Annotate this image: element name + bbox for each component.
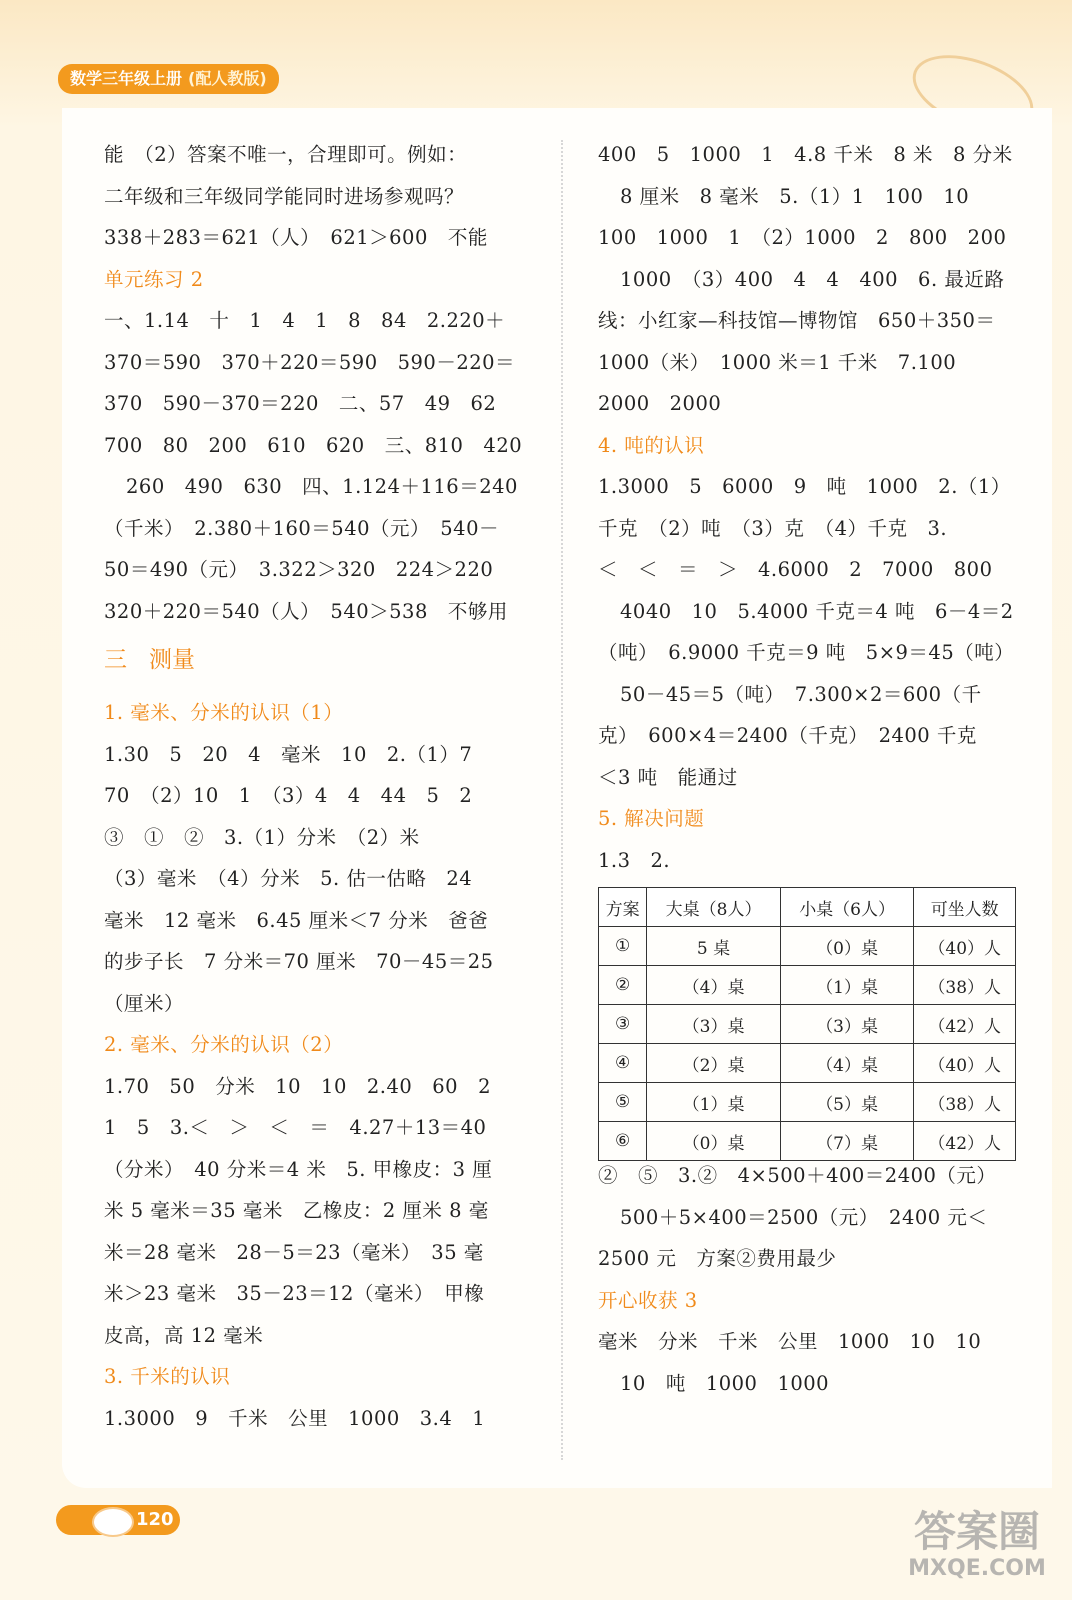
answer-line: ③ ① ② 3.（1）分米 （2）米 <box>104 825 420 849</box>
table-cell: 5 桌 <box>647 927 781 966</box>
table-body <box>599 927 1016 1161</box>
table-cell: （1）桌 <box>780 966 914 1005</box>
answer-line: ＜3 吨 能通过 <box>598 765 738 789</box>
answer-line: 370 590－370＝220 二、57 49 62 <box>104 392 497 415</box>
table-row <box>599 1005 1016 1044</box>
answer-line: 的步子长 7 分米＝70 厘米 70－45＝25 <box>104 950 494 973</box>
watermark-url: MXQE.COM <box>908 1556 1046 1581</box>
answer-line: 1000 （3）400 4 4 400 6. 最近路 <box>620 267 1005 291</box>
answer-line: 500＋5×400＝2500（元） 2400 元＜ <box>620 1205 988 1229</box>
answer-line: 2000 2000 <box>598 392 722 415</box>
subsection-heading: 2. 毫米、分米的认识（2） <box>104 1033 344 1056</box>
answer-line: 千克 （2）吨 （3）克 （4）千克 3. <box>598 516 948 540</box>
right-answers-part2 <box>598 1155 1028 1404</box>
answer-line: 4040 10 5.4000 千克＝4 吨 6－4＝2 <box>620 599 1014 623</box>
table-cell: （2）桌 <box>647 1044 781 1083</box>
answer-line: 皮高，高 12 毫米 <box>104 1323 264 1347</box>
watermark-title: 答案圈 <box>913 1507 1040 1556</box>
table-row <box>599 927 1016 966</box>
table-cell: （4）桌 <box>647 966 781 1005</box>
book-header-tab <box>58 64 279 94</box>
subsection-heading: 开心收获 3 <box>598 1288 698 1312</box>
table-cell: ① <box>599 927 647 966</box>
column-divider <box>561 140 563 1460</box>
table-cell: （38）人 <box>914 966 1016 1005</box>
answer-line: 米 5 毫米＝35 毫米 乙橡皮：2 厘米 8 毫 <box>104 1199 489 1222</box>
table-cell: （38）人 <box>914 1083 1016 1122</box>
left-answers-part2 <box>104 692 534 1439</box>
table-cell: ④ <box>599 1044 647 1083</box>
section-number: 三 <box>104 647 127 673</box>
answer-line: ② ⑤ 3.② 4×500＋400＝2400（元） <box>598 1164 997 1187</box>
answer-line: 1.3 2. <box>598 848 671 872</box>
answer-line: 1000（米） 1000 米＝1 千米 7.100 <box>598 350 957 374</box>
table-cell: ⑤ <box>599 1083 647 1122</box>
answer-line: 米＝28 毫米 28－5＝23（毫米） 35 毫 <box>104 1240 484 1264</box>
subsection-heading: 4. 吨的认识 <box>598 433 705 457</box>
answer-line: （3）毫米 （4）分米 5. 估一估略 24 <box>104 867 473 890</box>
section-heading <box>104 632 534 692</box>
table-header-cell: 可坐人数 <box>914 888 1016 927</box>
subsection-heading: 单元练习 2 <box>104 267 204 291</box>
table-cell: （4）桌 <box>780 1044 914 1083</box>
table-cell: （3）桌 <box>780 1005 914 1044</box>
answer-line: 50＝490（元） 3.322＞320 224＞220 <box>104 558 494 581</box>
table-cell: （42）人 <box>914 1122 1016 1161</box>
answer-line: 338＋283＝621（人） 621＞600 不能 <box>104 226 488 249</box>
book-edition: (配人教版) <box>188 69 267 88</box>
answer-line: （厘米） <box>104 991 185 1015</box>
right-column-lower <box>598 1155 1028 1404</box>
answer-line: 1.70 50 分米 10 10 2.40 60 2 <box>104 1074 491 1098</box>
table-cell: ② <box>599 966 647 1005</box>
table-cell: （5）桌 <box>780 1083 914 1122</box>
answer-line: 50－45＝5（吨） 7.300×2＝600（千 <box>620 682 982 706</box>
table-cell: （3）桌 <box>647 1005 781 1044</box>
right-column <box>598 134 1028 881</box>
answer-line: 370＝590 370＋220＝590 590－220＝ <box>104 350 516 374</box>
answer-line: 1.3000 9 千米 公里 1000 3.4 1 <box>104 1406 486 1430</box>
book-title: 数学三年级上册 <box>70 69 183 88</box>
answer-line: 700 80 200 610 620 三、810 420 <box>104 433 523 457</box>
seating-plan-table <box>598 887 1016 1161</box>
left-column <box>104 134 534 1439</box>
table-cell: （40）人 <box>914 927 1016 966</box>
answer-line: 1.30 5 20 4 毫米 10 2.（1）7 <box>104 742 473 766</box>
table-cell: （1）桌 <box>647 1083 781 1122</box>
table-row <box>599 966 1016 1005</box>
answer-line: ＜ ＜ ＝ ＞ 4.6000 2 7000 800 <box>598 558 993 581</box>
answer-line: 8 厘米 8 毫米 5.（1）1 100 10 <box>620 184 970 208</box>
page-number-circle-icon <box>92 1507 134 1537</box>
answer-line: 毫米 分米 千米 公里 1000 10 10 <box>598 1330 982 1353</box>
table-cell: （7）桌 <box>780 1122 914 1161</box>
table-header-cell: 大桌（8人） <box>647 888 781 927</box>
table-cell: （42）人 <box>914 1005 1016 1044</box>
answer-line: 10 吨 1000 1000 <box>620 1371 830 1395</box>
answer-line: 1.3000 5 6000 9 吨 1000 2.（1） <box>598 475 1011 498</box>
subsection-heading: 1. 毫米、分米的认识（1） <box>104 701 344 724</box>
left-answers-part1 <box>104 134 534 632</box>
answer-line: 400 5 1000 1 4.8 千米 8 米 8 分米 <box>598 143 1013 166</box>
answer-line: 1 5 3.＜ ＞ ＜ ＝ 4.27＋13＝40 <box>104 1116 487 1139</box>
table-cell: ⑥ <box>599 1122 647 1161</box>
subsection-heading: 5. 解决问题 <box>598 807 705 830</box>
answer-line: 一、1.14 十 1 4 1 8 84 2.220＋ <box>104 309 506 332</box>
answer-line: 线：小红家—科技馆—博物馆 650＋350＝ <box>598 309 996 332</box>
answer-line: （千米） 2.380＋160＝540（元） 540－ <box>104 516 499 540</box>
table-cell: （0）桌 <box>647 1122 781 1161</box>
table-header-cell: 小桌（6人） <box>780 888 914 927</box>
right-answers-part1 <box>598 134 1028 881</box>
table-row <box>599 1044 1016 1083</box>
answer-line: （分米） 40 分米＝4 米 5. 甲橡皮：3 厘 <box>104 1157 493 1181</box>
answer-line: 能 （2）答案不唯一，合理即可。例如： <box>104 143 468 166</box>
table-row <box>599 1083 1016 1122</box>
section-title: 测量 <box>149 647 195 673</box>
table-cell: （40）人 <box>914 1044 1016 1083</box>
answer-line: （吨） 6.9000 千克＝9 吨 5×9＝45（吨） <box>598 641 1015 664</box>
answer-line: 2500 元 方案②费用最少 <box>598 1247 837 1270</box>
answer-line: 毫米 12 毫米 6.45 厘米＜7 分米 爸爸 <box>104 908 489 932</box>
answer-line: 70 （2）10 1 （3）4 4 44 5 2 <box>104 784 473 807</box>
table-cell: （0）桌 <box>780 927 914 966</box>
answer-line: 100 1000 1 （2）1000 2 800 200 <box>598 226 1007 249</box>
table-cell: ③ <box>599 1005 647 1044</box>
answer-line: 二年级和三年级同学能同时进场参观吗？ <box>104 184 465 208</box>
table-header-cell: 方案 <box>599 888 647 927</box>
watermark-logo <box>892 1508 1062 1600</box>
answer-line: 260 490 630 四、1.124＋116＝240 <box>126 475 518 498</box>
answer-line: 克） 600×4＝2400（千克） 2400 千克 <box>598 724 977 747</box>
page-number: 120 <box>136 1509 174 1530</box>
answer-line: 米＞23 毫米 35－23＝12（毫米） 甲橡 <box>104 1282 485 1305</box>
answer-line: 320＋220＝540（人） 540＞538 不够用 <box>104 599 508 623</box>
table-header-row <box>599 888 1016 927</box>
subsection-heading: 3. 千米的认识 <box>104 1365 231 1388</box>
